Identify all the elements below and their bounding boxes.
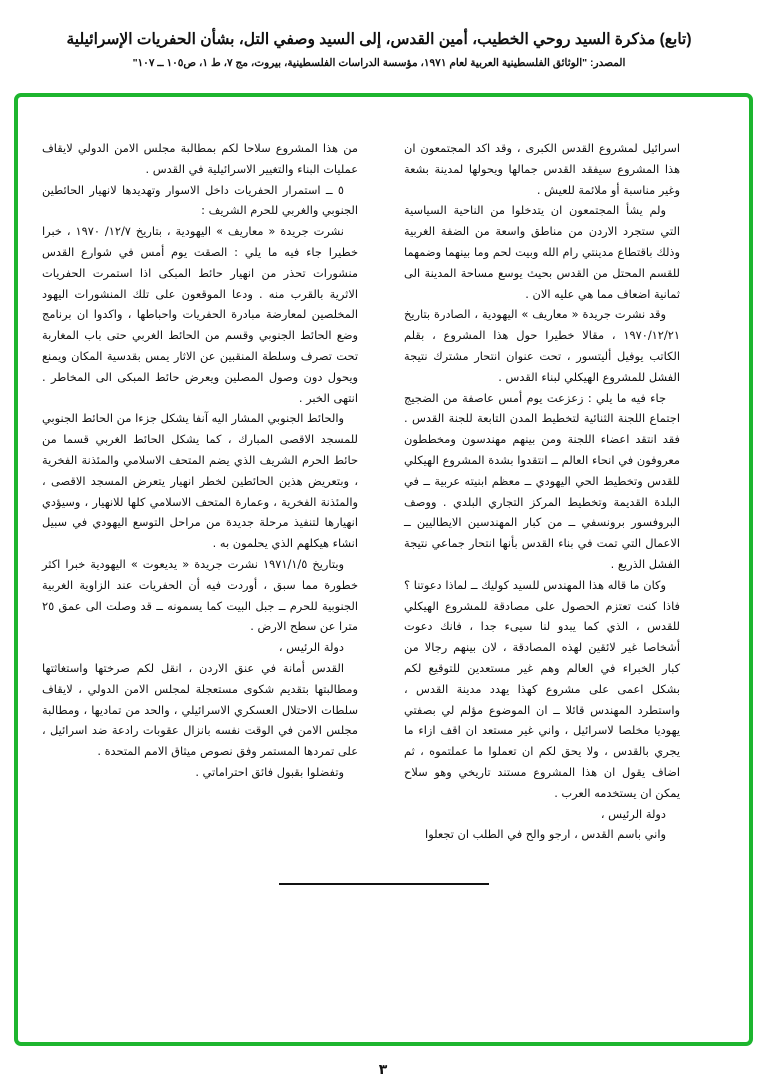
page-number: ٣ [378,1062,388,1078]
paragraph: وقد نشرت جريدة « معاريف » اليهودية ، الصادرة بتاريخ ١٩٧٠/١٢/٢١ ، مقالا خطيرا حول هذا المشروع ، بقلم الكاتب يوفيل أليتسور ، تحت عنوان انتحار مشترك نتيجة الفشل للمشروع الهيكلي لبناء القدس . [404,307,680,384]
paragraph: واني باسم القدس ، ارجو والح في الطلب ان تجعلوا [425,827,666,842]
salutation: دولة الرئيس ، [278,640,344,655]
paragraph: اسرائيل لمشروع القدس الكبرى ، وقد اكد المجتمعون ان هذا المشروع سيفقد القدس جمالها ويحولها لمدينة بشعة وغير مناسبة أو ملائمة للعيش . [404,141,680,197]
paragraph: من هذا المشروع سلاحا لكم بمطالبة مجلس الامن الدولي لايقاف عمليات البناء والتغيير الاسرائيلية في القدس . [42,141,358,176]
closing: وتفضلوا بقبول فائق احتراماتي . [195,764,344,779]
paragraph: والحائط الجنوبي المشار اليه آنفا يشكل جزءا من الحائط الجنوبي للمسجد الاقصى المبارك ، كما يشكل الحائط الغربي قسما من حائط الحرم الشريف الذي يضم المتحف الاسلامي والمئذنة الفخرية ، وبتعريض هذين الحائطين لخطر انهيار يتعرض المسجد الاقصى ، والمئذنة الفخرية ، وعمارة المتحف الاسلامي كلها للانهيار ، وسيؤدي انهيارها لتنفيذ مرحلة جديدة من مراحل التوسع اليهودي في سبيل انشاء هيكلهم الذي يحلمون به . [42,411,358,551]
paragraph: القدس أمانة في عنق الاردن ، انقل لكم صرختها واستغاثتها ومطالبتها بتقديم شكوى مستعجلة لمجلس الامن الدولي ، لايقاف سلطات الاحتلال العسكري الاسرائيلي ، والحد من تماديها ، ومطالبة مجلس الامن في الوقت نفسه بانزال عقوبات رادعة ضد اسرائيل ، على تمردها المستمر وفق نصوص ميثاق الامم المتحدة . [42,660,358,759]
paragraph: جاء فيه ما يلي : زعزعت يوم أمس عاصفة من الضجيج اجتماع اللجنة الثنائية لتخطيط المدن التابعة للجنة القدس . فقد انتقد اعضاء اللجنة ومن بينهم مهندسون ومخططون معروفون في انحاء العالم ــ انتقدوا بشدة المشروع الهيكلي للقدس وتخطيط الحي اليهودي ــ معظم ابنيته عربية ــ في البلدة القديمة وتخطيط المركز التجاري البلدي . ووصف البروفسور برونسفي ــ من كبار المهندسين الايطاليين ــ الاعمال التي تمت في بناء القدس بأنها انتحار جماعي نتيجة الفشل الذريع . [404,390,680,571]
salutation: دولة الرئيس ، [600,806,666,821]
document-title: (تابع) مذكرة السيد روحي الخطيب، أمين القدس، إلى السيد وصفي التل، بشأن الحفريات الإسرائيلية [66,31,692,48]
paragraph: وكان ما قاله هذا المهندس للسيد كوليك ــ لماذا دعوتنا ؟ فاذا كنت تعتزم الحصول على مصادقة للمشروع الهيكلي للقدس ، الذي كما يبدو لنا سيىء جدا ، فانك دعوت أشخاصا غير لائقين لهذه المصادقة ، لان بينهم رجالا من كبار الخبراء في العالم وهم غير مستعدين للتوقيع لكم بشكل اعمى على مشروع كهذا يهدد مدينة القدس ، واستطرد المهندس قائلا ــ ان الموضوع مؤلم لي بصفتي يهوديا مخلصا لاسرائيل ، واني غير مستعد ان اقف ازاء ما يجري بالقدس ، ولا يحق لكم ان تعملوا ما عملتموه ، ثم اضاف يقول ان هذا المشروع مستند تاريخي وهو سلاح يمكن ان يستخدمه العرب . [404,577,680,800]
paragraph: نشرت جريدة « معاريف » اليهودية ، بتاريخ ١٢/٧/ ١٩٧٠ ، خبرا خطيرا جاء فيه ما يلي : الصقت يوم أمس في شوارع القدس منشورات تحذر من انهيار حائط المبكى اذا استمرت الحفريات الاثرية بالقرب منه . ودعا الموقعون على تلك المنشورات اليهود المخلصين لمعارضة مبادرة الحفريات واحباطها ، واكدوا ان برنامج وضع الحائط الجنوبي وقسم من الحائط الغربي حتى باب المغاربة تحت تصرف وسلطة المنقبين عن الاثار يمس بقدسية المكان ويمنع ويحول دون وصول المصلين ويعرض حائط المبكى الى المخاطر . انتهى الخبر . [42,224,358,405]
right-column [404,138,680,845]
source-citation: المصدر: "الوثائق الفلسطينية العربية لعام ١٩٧١، مؤسسة الدراسات الفلسطينية، بيروت، مج ٧، ط ١، ص١٠٥ ــ ١٠٧" [132,57,626,69]
end-rule-divider [279,883,489,885]
left-column [42,138,358,783]
paragraph: وبتاريخ ١٩٧١/١/٥ نشرت جريدة « يديعوت » اليهودية خبرا اكثر خطورة مما سبق ، أوردت فيه أن الحفريات عند الزاوية الغربية الجنوبية للحرم ــ جبل البيت كما يسمونه ــ قد وصلت الى عمق ٢٥ مترا عن سطح الارض . [42,556,358,634]
document-header [0,30,758,70]
section-heading: ٥ ــ استمرار الحفريات داخل الاسوار وتهديدها لانهيار الحائطين الجنوبي والغربي للحرم الشريف : [42,182,358,218]
paragraph: ولم يشأ المجتمعون ان يتدخلوا من الناحية السياسية التي ستجرد الاردن من مناطق واسعة من الضفة الغربية وذلك باقتطاع مدينتي رام الله وبيت لحم وما بينهما وضمهما للقسم المحتل من القدس بحيث يوسع مساحة المدينة الى ثمانية اضعاف مما هي عليه الان . [404,203,680,301]
